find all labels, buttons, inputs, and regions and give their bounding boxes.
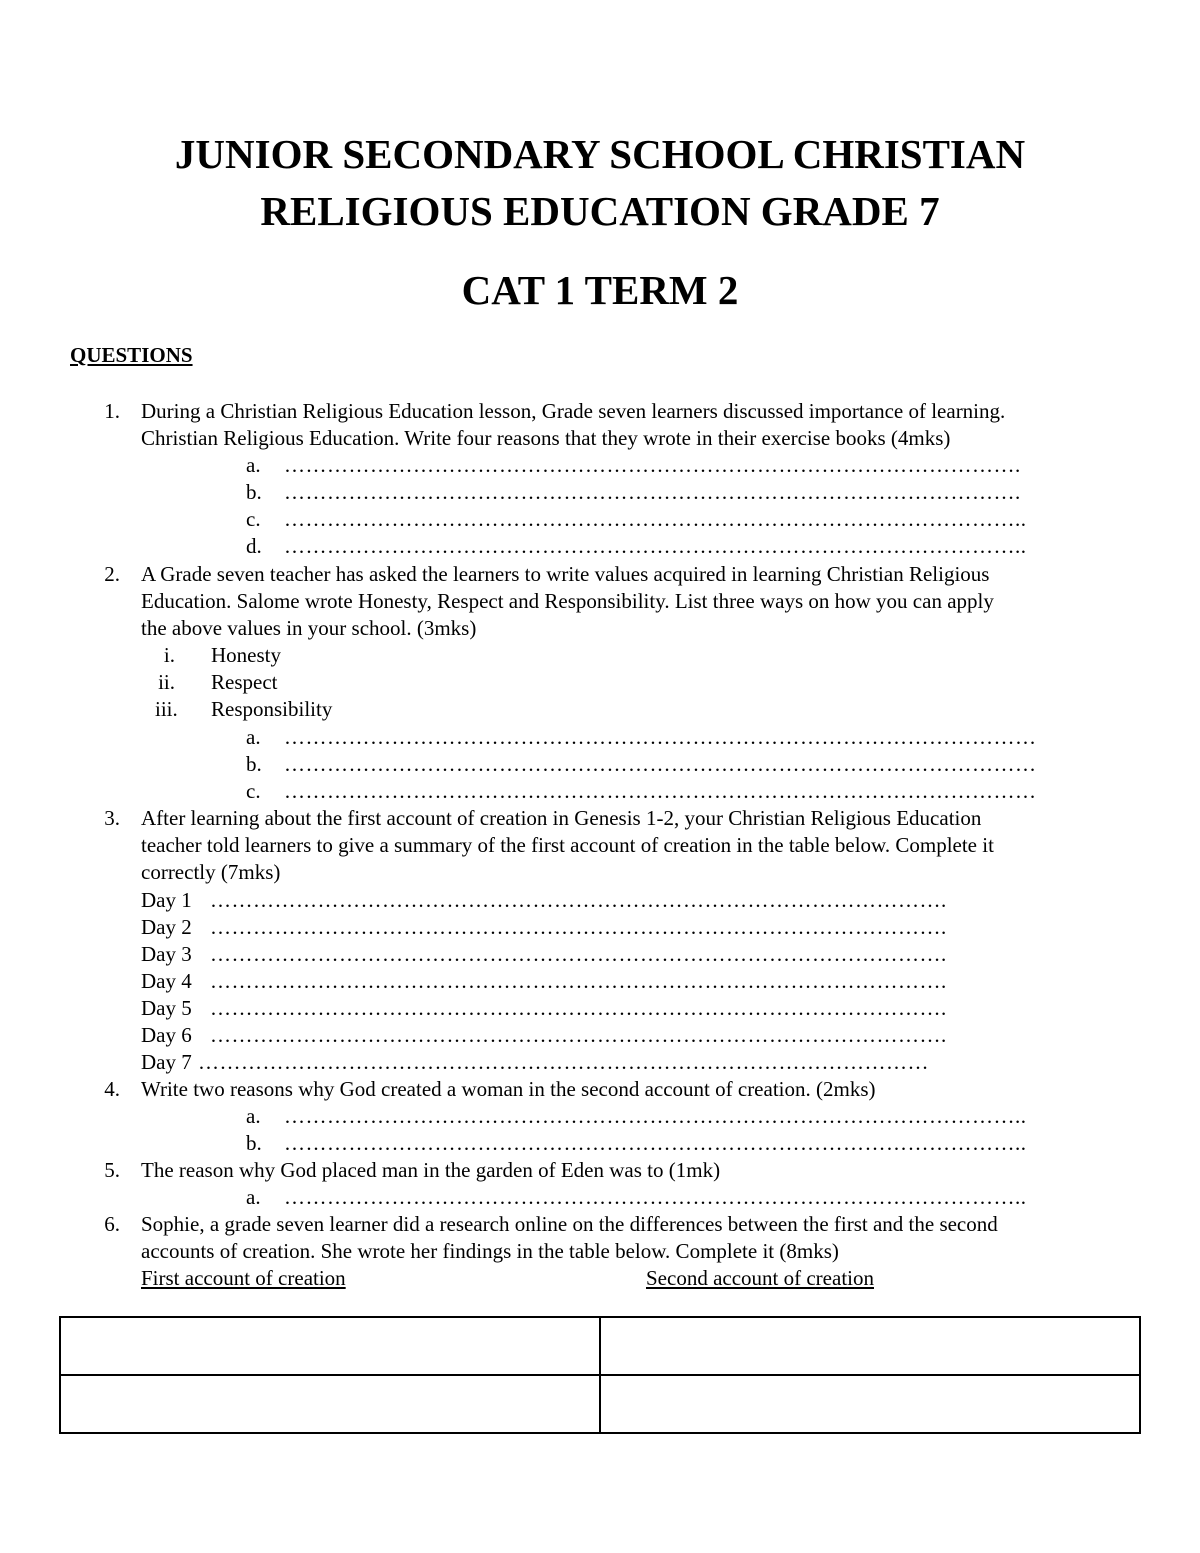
day-answer-line[interactable]: ………………………………………………………………………………………….	[210, 888, 947, 912]
roman-numeral: i.	[163, 643, 175, 667]
question-text: the above values in your school. (3mks)	[141, 616, 477, 640]
question-text: Sophie, a grade seven learner did a research online on the differences between the first and the second	[141, 1212, 998, 1236]
answer-line[interactable]: …………………………………………………………………………………………..	[284, 507, 1027, 531]
answer-letter: a.	[246, 453, 261, 477]
questions-heading: QUESTIONS	[70, 343, 193, 367]
comparison-table	[59, 1316, 1141, 1434]
answer-letter: b.	[246, 752, 262, 776]
question-text: accounts of creation. She wrote her findings in the table below. Complete it (8mks)	[141, 1239, 839, 1263]
title-line-2: RELIGIOUS EDUCATION GRADE 7	[260, 188, 940, 234]
answer-letter: a.	[246, 725, 261, 749]
answer-line[interactable]: ………………………………………………………………………………………….	[284, 480, 1021, 504]
day-label: Day 4	[141, 969, 192, 993]
answer-letter: b.	[246, 480, 262, 504]
day-label: Day 1	[141, 888, 192, 912]
day-answer-line[interactable]: ………………………………………………………………………………………….	[210, 942, 947, 966]
answer-line[interactable]: …………………………………………………………………………………………..	[284, 1185, 1027, 1209]
day-label: Day 2	[141, 915, 192, 939]
answer-letter: c.	[246, 507, 261, 531]
answer-letter: d.	[246, 534, 262, 558]
question-number: 1.	[104, 399, 120, 423]
table-cell-second-account[interactable]	[600, 1375, 1140, 1433]
title-line-1: JUNIOR SECONDARY SCHOOL CHRISTIAN	[174, 131, 1026, 177]
day-label: Day 7	[141, 1050, 192, 1074]
table-cell-first-account[interactable]	[60, 1375, 600, 1433]
first-account-header: First account of creation	[141, 1266, 346, 1290]
question-number: 4.	[104, 1077, 120, 1101]
day-answer-line[interactable]: …………………………………………………………………………………………	[198, 1050, 929, 1074]
question-text: correctly (7mks)	[141, 860, 281, 884]
day-label: Day 3	[141, 942, 192, 966]
question-text: A Grade seven teacher has asked the learners to write values acquired in learning Christian Religious	[141, 562, 990, 586]
day-label: Day 5	[141, 996, 192, 1020]
question-number: 2.	[104, 562, 120, 586]
question-number: 6.	[104, 1212, 120, 1236]
second-account-header: Second account of creation	[646, 1266, 874, 1290]
answer-line[interactable]: ……………………………………………………………………………………………	[284, 779, 1037, 803]
answer-letter: a.	[246, 1185, 261, 1209]
day-label: Day 6	[141, 1023, 192, 1047]
question-text: teacher told learners to give a summary of the first account of creation in the table below. Complete it	[141, 833, 994, 857]
question-text: Education. Salome wrote Honesty, Respect and Responsibility. List three ways on how you can apply	[141, 589, 994, 613]
value-item: Responsibility	[211, 697, 333, 721]
day-answer-line[interactable]: ………………………………………………………………………………………….	[210, 996, 947, 1020]
day-answer-line[interactable]: ………………………………………………………………………………………….	[210, 969, 947, 993]
table-row	[60, 1317, 1140, 1375]
answer-letter: b.	[246, 1131, 262, 1155]
roman-numeral: iii.	[155, 697, 178, 721]
answer-letter: c.	[246, 779, 261, 803]
question-text: During a Christian Religious Education lesson, Grade seven learners discussed importance of learning.	[141, 399, 1006, 423]
question-text: After learning about the first account of creation in Genesis 1-2, your Christian Religious Education	[141, 806, 982, 830]
question-text: Christian Religious Education. Write four reasons that they wrote in their exercise books (4mks)	[141, 426, 951, 450]
answer-line[interactable]: ……………………………………………………………………………………………	[284, 752, 1037, 776]
answer-line[interactable]: ……………………………………………………………………………………………	[284, 725, 1037, 749]
value-item: Honesty	[211, 643, 281, 667]
roman-numeral: ii.	[158, 670, 175, 694]
question-text: The reason why God placed man in the garden of Eden was to (1mk)	[141, 1158, 721, 1182]
table-cell-first-account[interactable]	[60, 1317, 600, 1375]
answer-letter: a.	[246, 1104, 261, 1128]
subtitle: CAT 1 TERM 2	[461, 267, 739, 313]
table-cell-second-account[interactable]	[600, 1317, 1140, 1375]
answer-line[interactable]: …………………………………………………………………………………………..	[284, 1104, 1027, 1128]
answer-line[interactable]: ………………………………………………………………………………………….	[284, 453, 1021, 477]
answer-line[interactable]: …………………………………………………………………………………………..	[284, 534, 1027, 558]
answer-line[interactable]: …………………………………………………………………………………………..	[284, 1131, 1027, 1155]
question-text: Write two reasons why God created a woman in the second account of creation. (2mks)	[141, 1077, 876, 1101]
question-number: 5.	[104, 1158, 120, 1182]
day-answer-line[interactable]: ………………………………………………………………………………………….	[210, 1023, 947, 1047]
value-item: Respect	[211, 670, 278, 694]
question-number: 3.	[104, 806, 120, 830]
table-row	[60, 1375, 1140, 1433]
day-answer-line[interactable]: ………………………………………………………………………………………….	[210, 915, 947, 939]
